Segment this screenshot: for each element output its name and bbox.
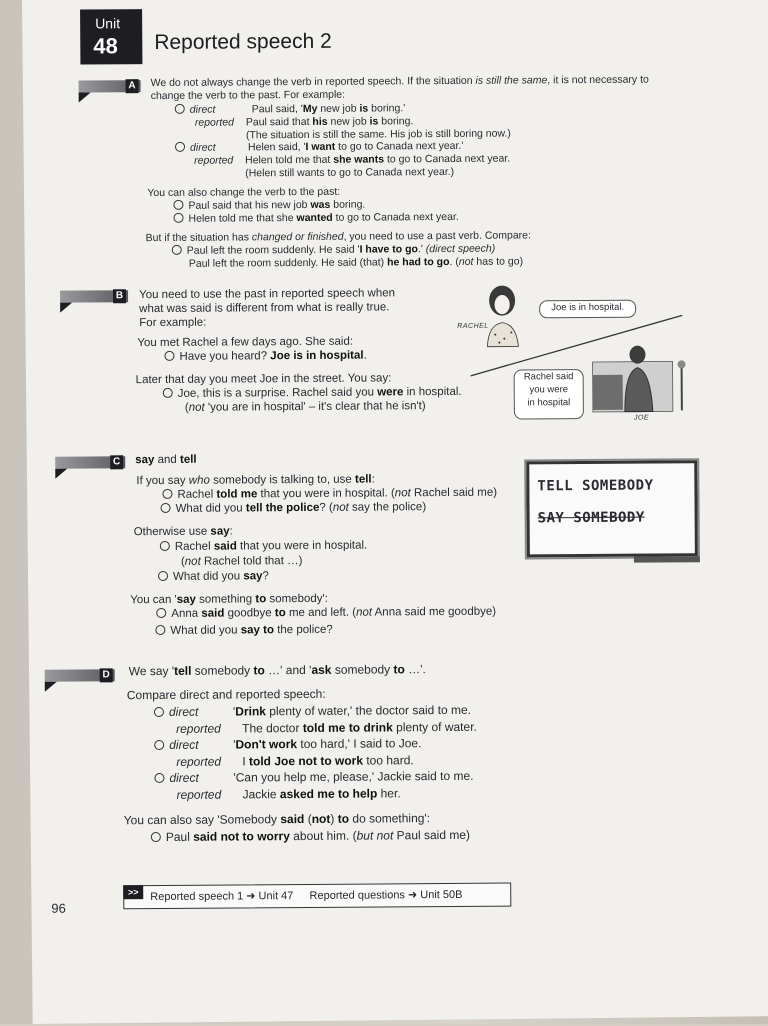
bullet-circle — [154, 773, 164, 783]
section-b-later: Later that day you meet Joe in the street. You say: — [135, 372, 392, 387]
example-a2-note: (Helen still wants to go to Canada next year.) — [245, 165, 455, 180]
say-to-example-1: Anna said goodbye to me and left. (not Anna said me goodbye) — [156, 605, 496, 622]
bullet-circle — [155, 625, 165, 635]
tell-example-1: Rachel told me that you were in hospital. (not Rachel said me) — [162, 486, 497, 503]
rachel-speech-bubble: Joe is in hospital. — [539, 300, 636, 319]
bullet-circle — [160, 541, 170, 551]
pair-3-direct: direct 'Can you help me, please,' Jackie said to me. — [154, 768, 473, 786]
bullet-circle — [158, 571, 168, 581]
board-tray — [634, 556, 700, 562]
bullet-circle — [162, 489, 172, 499]
pair-1-reported: reported The doctor told me to drink plenty of water. — [176, 719, 477, 736]
section-d-compare: Compare direct and reported speech: — [126, 686, 326, 703]
bullet-circle — [151, 832, 161, 842]
section-b-met: You met Rachel a few days ago. She said: — [137, 335, 354, 350]
section-b-line-3: For example: — [139, 316, 207, 330]
page-number: 96 — [51, 900, 66, 916]
bullet-circle — [164, 351, 174, 361]
say-example-1-note: (not Rachel told that …) — [180, 554, 303, 568]
compare-1: Paul left the room suddenly. He said 'I have to go.' (direct speech) — [172, 243, 496, 258]
example-a1-direct: direct Paul said, 'My new job is boring.' — [175, 102, 406, 117]
tell-example-2: What did you tell the police? (not say the police) — [161, 500, 427, 517]
example-a2-direct: direct Helen said, 'I want to go to Canada next year.' — [175, 140, 463, 155]
section-b-line-1: You need to use the past in reported speech when — [139, 287, 396, 302]
example-a1-note: (The situation is still the same. His job is still boring now.) — [245, 127, 511, 142]
unit-label: Unit — [95, 15, 121, 32]
bullet-circle — [154, 707, 164, 717]
page-title: Reported speech 2 — [154, 29, 332, 55]
unit-number: 48 — [93, 33, 118, 59]
example-a1-reported: reported Paul said that his new job is boring. — [194, 115, 414, 129]
bullet-circle — [173, 200, 183, 210]
joe-scene — [592, 345, 685, 412]
bullet-circle — [175, 142, 185, 152]
section-letter: C — [110, 455, 123, 469]
pair-2-reported: reported I told Joe not to work too hard. — [176, 753, 414, 769]
cross-reference-links — [150, 888, 462, 903]
say-example-1: Rachel said that you were in hospital. — [160, 539, 368, 555]
pair-2-direct: direct 'Don't work too hard,' I said to Joe. — [154, 735, 421, 753]
link-reported-speech-1[interactable]: Reported speech 1 ➜ Unit 47 — [150, 890, 294, 904]
say-example-2: What did you say? — [158, 569, 269, 585]
section-d-intro: We say 'tell somebody to …' and 'ask somebody to …'. — [128, 662, 426, 679]
rachel-label: RACHEL — [457, 322, 489, 330]
say-to-example-2: What did you say to the police? — [155, 623, 333, 639]
section-b-line-2: what was said is different from what is really true. — [139, 301, 390, 316]
unit-badge — [80, 9, 142, 64]
section-a-intro: We do not always change the verb in reported speech. If the situation is still the same, it is not necessary to — [150, 73, 649, 90]
cross-reference-box — [123, 883, 511, 910]
but-intro: But if the situation has changed or finished, you need to use a past verb. Compare: — [145, 229, 531, 245]
bullet-circle — [175, 104, 185, 114]
bullet-circle — [173, 213, 183, 223]
pair-3-reported: reported Jackie asked me to help her. — [176, 786, 401, 802]
board-say-somebody: SAY SOMEBODY — [537, 509, 645, 527]
section-c-marker — [55, 456, 125, 468]
example-a2-reported: reported Helen told me that she wants to go to Canada next year. — [194, 152, 511, 167]
also-example-1: Paul said that his new job was boring. — [173, 199, 365, 213]
bullet-circle — [163, 388, 173, 398]
section-c-otherwise: Otherwise use say: — [133, 525, 233, 539]
section-c-can: You can 'say something to somebody': — [130, 592, 328, 607]
bullet-circle — [161, 503, 171, 513]
section-c-heading: say and tell — [135, 453, 197, 467]
section-d-also: You can also say 'Somebody said (not) to do something': — [123, 811, 431, 828]
compare-2: Paul left the room suddenly. He said (that) he had to go. (not has to go) — [188, 255, 524, 270]
bullet-circle — [154, 740, 164, 750]
section-b-example-2: Joe, this is a surprise. Rachel said you were in hospital. — [163, 385, 462, 402]
bullet-circle — [172, 245, 182, 255]
section-b-marker — [60, 290, 128, 302]
section-a-intro-2: change the verb to the past. For example: — [150, 88, 346, 103]
also-example-2: Helen told me that she wanted to go to Canada next year. — [173, 211, 458, 226]
section-b-example-3: (not 'you are in hospital' – it's clear that he isn't) — [184, 400, 426, 414]
bullet-circle — [156, 608, 166, 618]
section-letter: A — [125, 79, 138, 93]
tell-say-board — [526, 460, 698, 557]
section-d-marker — [45, 669, 115, 681]
also-intro: You can also change the verb to the past: — [147, 185, 341, 200]
board-tell-somebody: TELL SOMEBODY — [537, 477, 654, 495]
double-arrow-icon: >> — [123, 885, 143, 899]
joe-label: JOE — [633, 414, 650, 422]
section-letter: B — [113, 289, 126, 303]
link-reported-questions[interactable]: Reported questions ➜ Unit 50B — [309, 888, 463, 902]
rachel-figure — [487, 285, 518, 346]
section-letter: D — [99, 668, 112, 682]
section-d-final-example: Paul said not to worry about him. (but not Paul said me) — [151, 827, 470, 845]
section-a-marker — [79, 80, 141, 92]
section-b-example-1: Have you heard? Joe is in hospital. — [164, 349, 366, 365]
section-c-if: If you say who somebody is talking to, use tell: — [136, 473, 375, 488]
pair-1-direct: direct 'Drink plenty of water,' the doctor said to me. — [154, 702, 471, 720]
joe-speech-bubble: Rachel said you were in hospital — [514, 369, 584, 419]
